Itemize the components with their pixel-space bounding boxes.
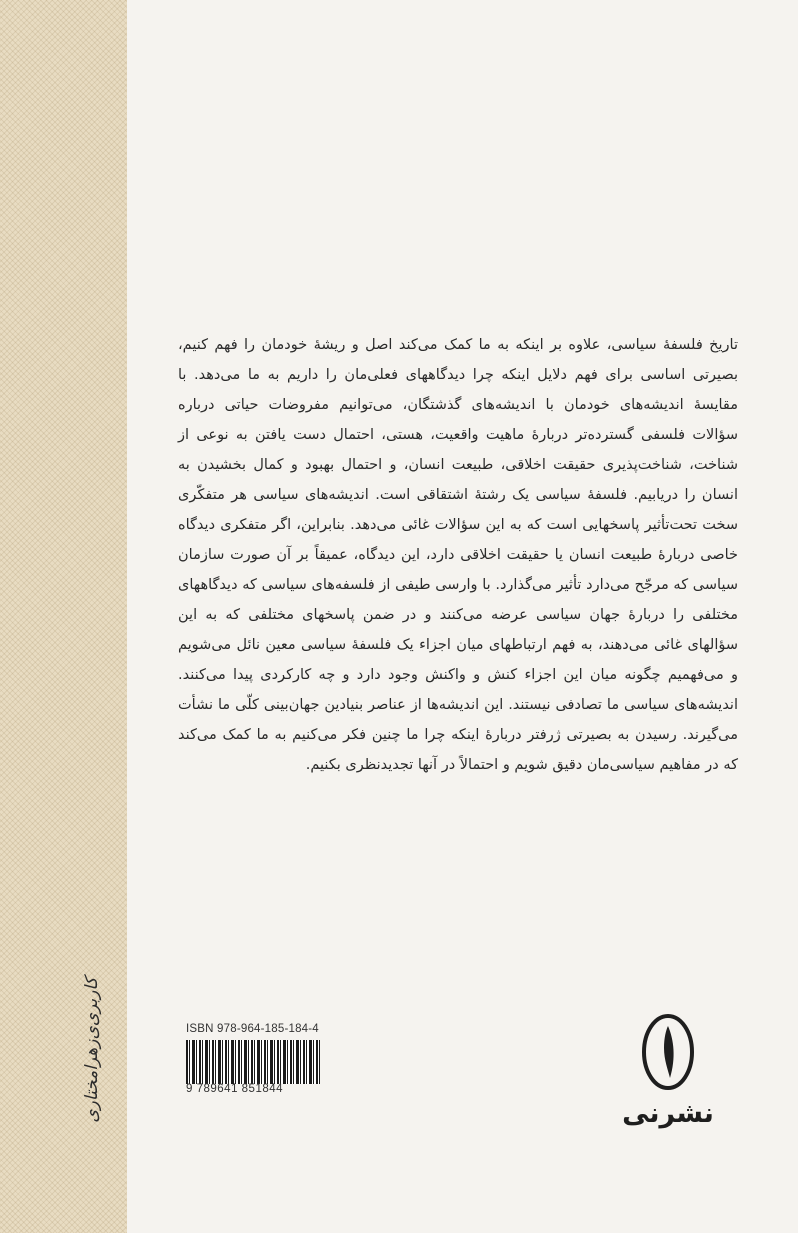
isbn-label: ISBN 978-964-185-184-4 — [186, 1023, 319, 1035]
barcode-digits: 9 789641 851844 — [186, 1083, 284, 1095]
barcode — [186, 1040, 320, 1084]
back-cover-paragraph: تاریخ فلسفهٔ سیاسی، علاوه بر اینکه به ما کمک می‌کند اصل و ریشهٔ خودمان را فهم کنیم، بصیرتی اساسی برای فهم دلایل اینکه چرا دیدگاههای فعلی‌مان را داریم به ما می‌دهد. با مقایسهٔ اندیشه‌های خودمان با اندیشه‌های گذشتگان، می‌توانیم مفروضات حیاتی درباره سؤالات فلسفی گسترده‌تر دربارهٔ ماهیت واقعیت، هستی، احتمال دست یافتن به نوعی از شناخت، شناخت‌پذیری حقیقت اخلاقی، طبیعت انسان، و احتمال بهبود و کمال بخشیدن به انسان را دریابیم. فلسفهٔ سیاسی یک رشتهٔ اشتقاقی است. اندیشه‌های سیاسی هر متفکّری سخت تحت‌تأثیر پاسخهایی است که به این سؤالات غائی می‌دهد. بنابراین، اگر متفکری دیدگاه خاصی دربارهٔ طبیعت انسان یا حقیقت اخلاقی دارد، این دیدگاه، عمیقاً بر آن صورت سازمان سیاسی که مرجّح می‌دارد تأثیر می‌گذارد. با وارسی طیفی از فلسفه‌های سیاسی که دیدگاههای مختلفی را دربارهٔ جهان سیاسی عرضه می‌کنند و در ضمن پاسخهای مختلفی که به این سؤالهای غائی می‌دهند، به فهم ارتباطهای میان اجزاء یک فلسفهٔ سیاسی معین نائل می‌شویم و می‌فهمیم چگونه میان این اجزاء کنش و واکنش وجود دارد و چه کارکردی پیدا می‌کنند. اندیشه‌های سیاسی ما تصادفی نیستند. این اندیشه‌ها از عناصر بنیادین جهان‌بینی کلّی ما نشأت می‌گیرند. رسیدن به بصیرتی ژرفتر دربارهٔ اینکه چرا ما چنین فکر می‌کنیم به ما کمک می‌کند که در مفاهیم سیاسی‌مان دقیق شویم و احتمالاً در آنها تجدیدنظری بکنیم. — [178, 337, 738, 773]
publisher-logo-icon — [640, 1010, 696, 1094]
publisher-name: نشرنی — [622, 1098, 714, 1129]
book-spine — [0, 0, 127, 1233]
spine-signature: کاربری‌ی‌زهرا‌‌مختاری — [82, 977, 102, 1123]
